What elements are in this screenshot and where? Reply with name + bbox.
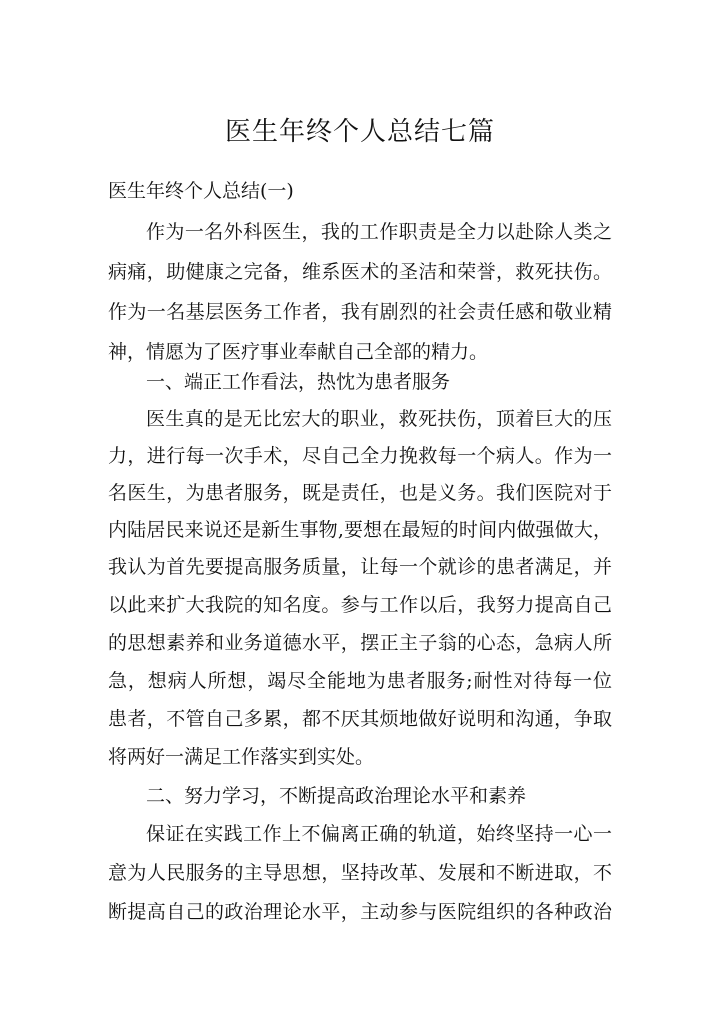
paragraph-line: 患者，不管自己多累，都不厌其烦地做好说明和沟通，争取: [108, 708, 612, 730]
paragraph-line: 力，进行每一次手术，尽自己全力挽救每一个病人。作为一: [108, 445, 612, 467]
paragraph-line: 我认为首先要提高服务质量，让每一个就诊的患者满足，并: [108, 556, 612, 578]
section-heading: 二、努力学习，不断提高政治理论水平和素养: [146, 785, 527, 807]
paragraph-line: 急，想病人所想，竭尽全能地为患者服务;耐性对待每一位: [108, 670, 612, 692]
paragraph-line: 医生真的是无比宏大的职业，救死扶伤，顶着巨大的压: [146, 408, 612, 430]
paragraph-line: 神，情愿为了医疗事业奉献自己全部的精力。: [108, 341, 489, 363]
document-title: 医生年终个人总结七篇: [224, 117, 495, 147]
paragraph-line: 病痛，助健康之完备，维系医术的圣洁和荣誉，救死扶伤。: [108, 261, 612, 283]
paragraph-line: 内陆居民来说还是新生事物,要想在最短的时间内做强做大，: [108, 519, 612, 541]
paragraph-line: 作为一名基层医务工作者，我有剧烈的社会责任感和敬业精: [108, 301, 612, 323]
paragraph-line: 将两好一满足工作落实到实处。: [108, 746, 375, 768]
section-title: 医生年终个人总结(一): [108, 180, 294, 202]
paragraph-line: 以此来扩大我院的知名度。参与工作以后，我努力提高自己: [108, 594, 612, 616]
paragraph-line: 作为一名外科医生，我的工作职责是全力以赴除人类之: [146, 221, 612, 243]
section-heading: 一、端正工作看法，热忱为患者服务: [146, 371, 451, 393]
paragraph-line: 保证在实践工作上不偏离正确的轨道，始终坚持一心一: [146, 823, 612, 845]
paragraph-line: 名医生，为患者服务，既是责任，也是义务。我们医院对于: [108, 482, 612, 504]
paragraph-line: 意为人民服务的主导思想，坚持改革、发展和不断进取，不: [108, 862, 612, 884]
paragraph-line: 的思想素养和业务道德水平，摆正主子翁的心态，急病人所: [108, 632, 612, 654]
paragraph-line: 断提高自己的政治理论水平，主动参与医院组织的各种政治: [108, 901, 612, 923]
